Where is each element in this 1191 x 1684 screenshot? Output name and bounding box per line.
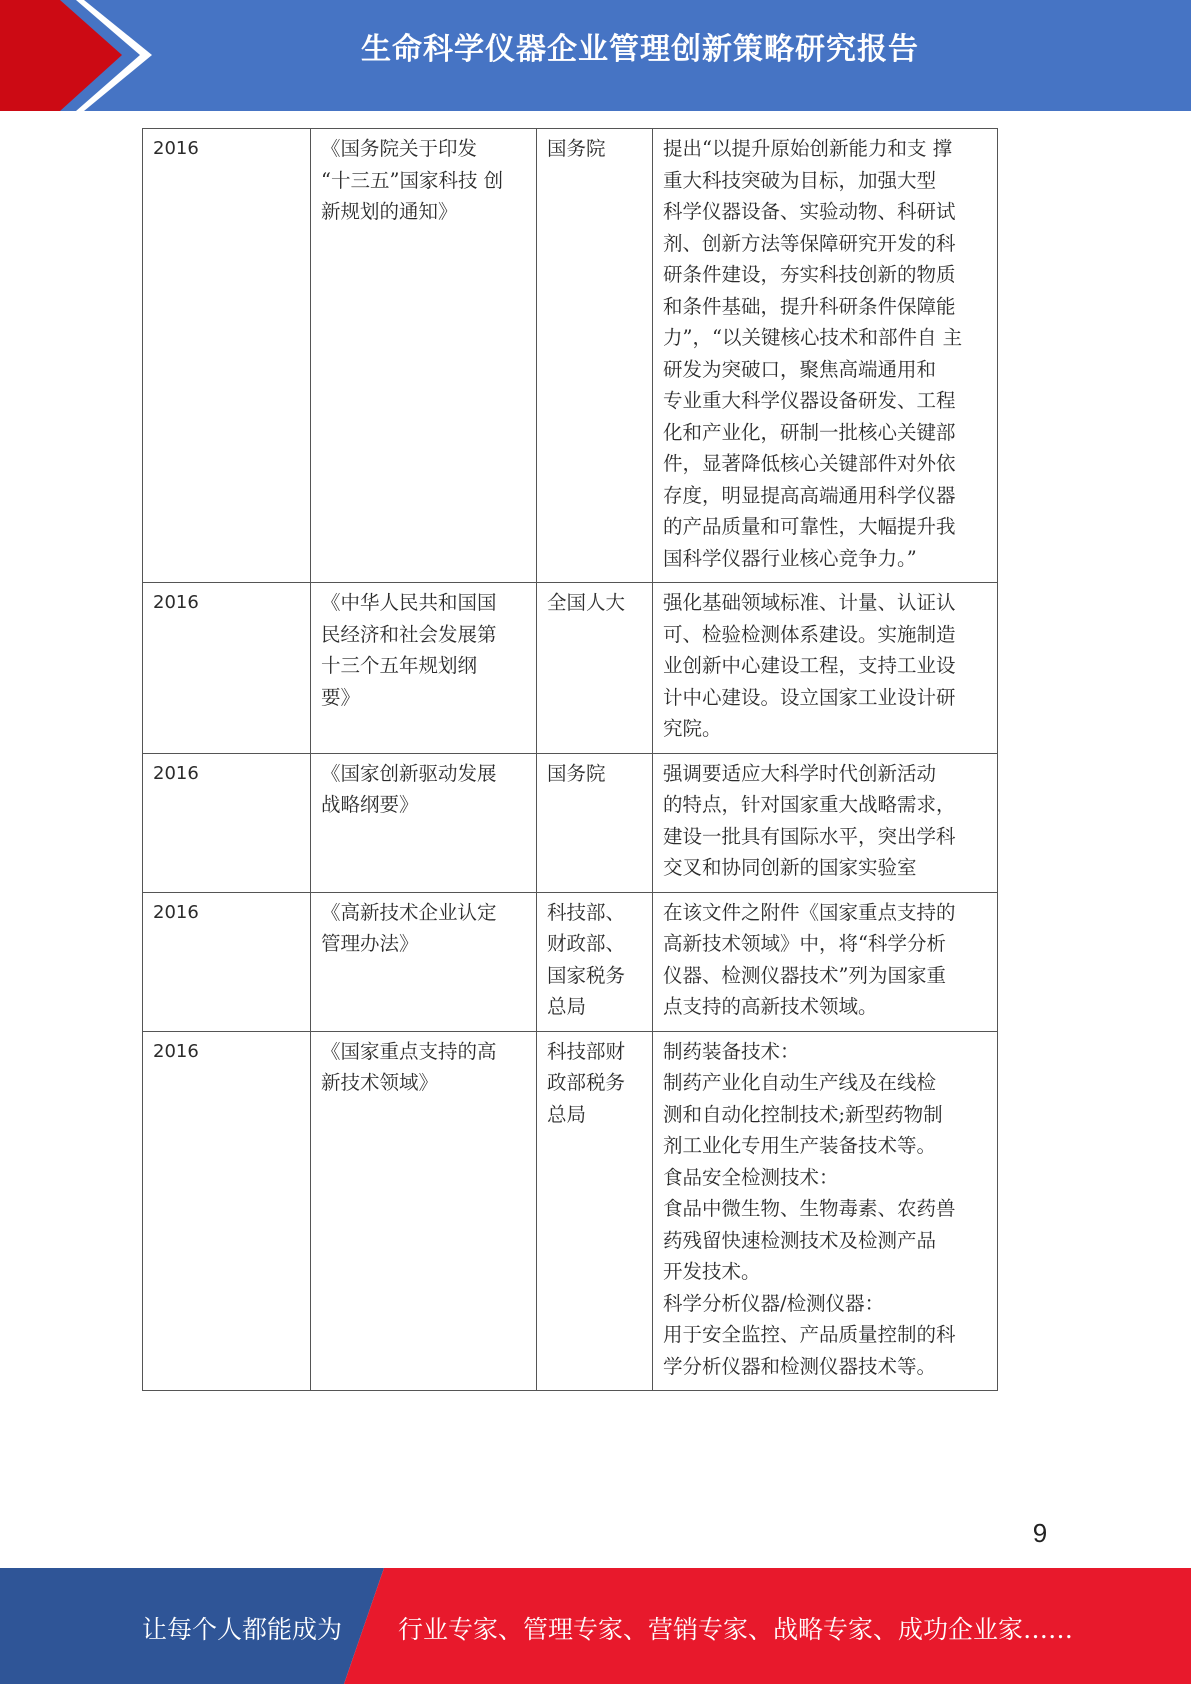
table-row: [143, 892, 998, 1031]
content-line: 专业重大科学仪器设备研发、工程: [663, 389, 956, 412]
content-line: 计中心建设。设立国家工业设计研: [663, 685, 956, 709]
cell-issuer: [537, 1031, 653, 1391]
document-line: 《高新技术企业认定: [321, 900, 497, 924]
content-line: 存度，明显提高高端通用科学仪器: [663, 483, 956, 507]
page-footer: [0, 1568, 1191, 1684]
cell-issuer: [537, 129, 653, 583]
content-line: 重大科技突破为目标，加强大型: [663, 168, 937, 192]
issuer-line: 科技部、: [547, 900, 626, 924]
content-line: 交叉和协同创新的国家实验室: [663, 856, 917, 879]
content-line: 用于安全监控、产品质量控制的科: [663, 1323, 956, 1346]
document-line: 要》: [321, 685, 361, 709]
content-line: 究院。: [663, 717, 722, 740]
content-line: 力”，“以关键核心技术和部件自 主: [663, 326, 963, 349]
cell-content: [653, 129, 998, 583]
content-line: 的特点，针对国家重大战略需求，: [663, 793, 956, 816]
content-line: 食品中微生物、生物毒素、农药兽: [663, 1197, 956, 1220]
cell-document: [311, 129, 537, 583]
content-line: 建设一批具有国际水平，突出学科: [663, 824, 956, 848]
issuer-line: 科技部财: [547, 1039, 626, 1063]
cell-year: 2016: [143, 1031, 311, 1391]
issuer-line: 国务院: [547, 761, 606, 785]
cell-content: [653, 1031, 998, 1391]
issuer-line: 财政部、: [547, 932, 626, 955]
issuer-line: 国家税务: [547, 963, 626, 987]
policy-table-body: [143, 129, 998, 1391]
table-row: [143, 129, 998, 583]
document-line: 《国务院关于印发: [321, 137, 478, 160]
document-line: 《中华人民共和国国: [321, 591, 497, 614]
content-line: 剂、创新方法等保障研究开发的科: [663, 231, 956, 255]
content-line: 强化基础领域标准、计量、认证认: [663, 591, 956, 614]
document-line: 管理办法》: [321, 932, 419, 955]
content-line: 高新技术领域》中，将“科学分析: [663, 932, 946, 955]
content-line: 研发为突破口，聚焦高端通用和: [663, 357, 937, 381]
issuer-line: 总局: [547, 995, 587, 1018]
content-line: 仪器、检测仪器技术”列为国家重: [663, 963, 946, 987]
content-line: 测和自动化控制技术;新型药物制: [663, 1102, 943, 1126]
table-row: [143, 753, 998, 892]
content-line: 国科学仪器行业核心竞争力。”: [663, 546, 917, 570]
cell-year: 2016: [143, 892, 311, 1031]
cell-year: 2016: [143, 129, 311, 583]
cell-content: [653, 753, 998, 892]
cell-content: [653, 583, 998, 754]
footer-slogan-right: 行业专家、管理专家、营销专家、战略专家、成功企业家……: [398, 1615, 1074, 1644]
document-line: 十三个五年规划纲: [321, 654, 478, 677]
cell-issuer: [537, 753, 653, 892]
content-line: 剂工业化专用生产装备技术等。: [663, 1134, 937, 1157]
document-line: 民经济和社会发展第: [321, 622, 497, 646]
issuer-line: 总局: [547, 1102, 587, 1126]
document-line: 《国家创新驱动发展: [321, 761, 497, 785]
cell-content: [653, 892, 998, 1031]
content-line: 和条件基础，提升科研条件保障能: [663, 294, 956, 318]
content-line: 提出“以提升原始创新能力和支 撑: [663, 137, 953, 160]
cell-issuer: [537, 583, 653, 754]
issuer-line: 政部税务: [547, 1071, 626, 1094]
issuer-line: 国务院: [547, 137, 606, 160]
content-line: 强调要适应大科学时代创新活动: [663, 761, 937, 785]
table-row: [143, 583, 998, 754]
report-title: 生命科学仪器企业管理创新策略研究报告: [361, 32, 919, 67]
content-line: 食品安全检测技术：: [663, 1165, 839, 1189]
cell-year: 2016: [143, 583, 311, 754]
page-number: 9: [1032, 1518, 1048, 1548]
cell-document: [311, 583, 537, 754]
footer-slogan-left: 让每个人都能成为: [142, 1615, 343, 1644]
content-line: 件，显著降低核心关键部件对外依: [663, 452, 956, 475]
content-line: 点支持的高新技术领域。: [663, 995, 878, 1018]
issuer-line: 全国人大: [547, 591, 626, 614]
document-line: “十三五”国家科技 创: [321, 168, 504, 192]
content-line: 的产品质量和可靠性，大幅提升我: [663, 515, 956, 538]
content-line: 制药产业化自动生产线及在线检: [663, 1071, 937, 1094]
content-line: 研条件建设，夯实科技创新的物质: [663, 263, 956, 286]
page-header: [0, 0, 1191, 111]
document-line: 新技术领域》: [321, 1071, 439, 1094]
content-line: 化和产业化，研制一批核心关键部: [663, 420, 956, 444]
content-line: 科学仪器设备、实验动物、科研试: [663, 200, 956, 223]
cell-document: [311, 1031, 537, 1391]
document-line: 新规划的通知》: [321, 200, 458, 223]
document-line: 战略纲要》: [321, 793, 419, 816]
cell-document: [311, 892, 537, 1031]
table-row: [143, 1031, 998, 1391]
cell-year: 2016: [143, 753, 311, 892]
content-line: 可、检验检测体系建设。实施制造: [663, 622, 956, 646]
content-line: 开发技术。: [663, 1260, 761, 1283]
content-line: 业创新中心建设工程，支持工业设: [663, 654, 956, 677]
document-line: 《国家重点支持的高: [321, 1039, 497, 1063]
content-line: 学分析仪器和检测仪器技术等。: [663, 1354, 937, 1378]
content-line: 在该文件之附件《国家重点支持的: [663, 900, 956, 924]
cell-document: [311, 753, 537, 892]
cell-issuer: [537, 892, 653, 1031]
content-line: 药残留快速检测技术及检测产品: [663, 1228, 937, 1252]
content-line: 制药装备技术：: [663, 1039, 800, 1063]
policy-table: [142, 128, 998, 1391]
content-line: 科学分析仪器/检测仪器：: [663, 1291, 885, 1315]
